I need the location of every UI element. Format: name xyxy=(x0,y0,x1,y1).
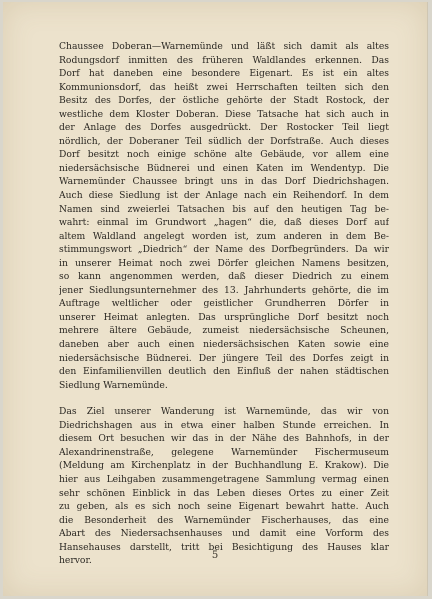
text-line: niedersächsische Büdnerei. Der jüngere Teil des Dorfes zeigt in xyxy=(59,352,389,364)
paragraph-gap xyxy=(59,392,389,405)
text-line: Namen sind zweierlei Tatsachen bis auf den heutigen Tag be- xyxy=(59,203,389,215)
text-line: Hansehauses darstellt, tritt bei Besichtigung des Hauses klar xyxy=(59,541,389,553)
text-line: so kann angenommen werden, daß dieser Diedrich zu einem xyxy=(59,271,389,283)
text-line: stimmungswort „Diedrich“ der Name des Dorfbegründers. Da wir xyxy=(59,244,389,256)
text-line: daneben aber auch einen niedersächsischen Katen sowie eine xyxy=(59,339,389,351)
text-line: Abart des Niedersachsenhauses und damit eine Vorform des xyxy=(59,528,389,540)
text-line: Kommunionsdorf, das heißt zwei Herrschaften teilten sich den xyxy=(59,81,389,93)
text-line: Chaussee Doberan—Warnemünde und läßt sich damit als altes xyxy=(59,41,389,52)
book-page xyxy=(3,2,428,596)
text-line: Das Ziel unserer Wanderung ist Warnemünde, das wir von xyxy=(59,406,389,418)
text-line: jener Siedlungsunternehmer des 13. Jahrhunderts gehörte, die im xyxy=(59,284,389,296)
text-line: niedersächsische Büdnerei und einen Katen im Wendentyp. Die xyxy=(59,162,389,174)
text-line: altem Waldland angelegt worden ist, zum anderen in dem Be- xyxy=(59,230,389,242)
text-line: Warnemünder Chaussee bringt uns in das Dorf Diedrichshagen. xyxy=(59,176,389,188)
text-line: Diedrichshagen aus in etwa einer halben Stunde erreichen. In xyxy=(59,419,389,431)
paragraph-village-description xyxy=(59,40,389,392)
text-line: zu geben, als es sich noch seine Eigenart bewahrt hatte. Auch xyxy=(59,501,389,513)
text-line: westliche dem Kloster Doberan. Diese Tatsache hat sich auch in xyxy=(59,108,389,120)
text-line: der Anlage des Dorfes ausgedrückt. Der Rostocker Teil liegt xyxy=(59,122,389,134)
text-line: Siedlung Warnemünde. xyxy=(59,379,168,391)
text-line: Besitz des Dorfes, der östliche gehörte der Stadt Rostock, der xyxy=(59,95,389,107)
page-number: 5 xyxy=(211,550,219,561)
text-line: sehr schönen Einblick in das Leben dieses Ortes zu einer Zeit xyxy=(59,487,389,499)
text-line: unserer Heimat anlegten. Das ursprüngliche Dorf besitzt noch xyxy=(59,311,389,323)
text-line: Auch diese Siedlung ist der Anlage nach ein Reihendorf. In dem xyxy=(59,190,389,202)
text-line: wahrt: einmal im Grundwort „hagen“ die, daß dieses Dorf auf xyxy=(59,217,389,229)
text-line: Auftrage weltlicher oder geistlicher Grundherren Dörfer in xyxy=(59,298,389,310)
text-line: Rodungsdorf inmitten des früheren Waldlandes erkennen. Das xyxy=(59,54,389,66)
text-line: Alexandrinenstraße, gelegene Warnemünder Fischermuseum xyxy=(59,446,389,458)
body-text xyxy=(59,40,389,568)
text-line: diesem Ort besuchen wir das in der Nähe des Bahnhofs, in der xyxy=(59,433,389,445)
text-line: hervor. xyxy=(59,555,92,567)
text-line: in unserer Heimat noch zwei Dörfer gleichen Namens besitzen, xyxy=(59,257,389,269)
paragraph-warnemuende-museum xyxy=(59,405,389,568)
text-line: den Einfamilienvillen deutlich den Einfluß der nahen städtischen xyxy=(59,366,389,378)
text-line: Dorf besitzt noch einige schöne alte Gebäude, vor allem eine xyxy=(59,149,389,161)
text-line: hier aus Leihgaben zusammengetragene Sammlung vermag einen xyxy=(59,473,389,485)
text-line: mehrere ältere Gebäude, zumeist niedersächsische Scheunen, xyxy=(59,325,389,337)
text-line: nördlich, der Doberaner Teil südlich der Dorfstraße. Auch dieses xyxy=(59,135,389,147)
text-line: (Meldung am Kirchenplatz in der Buchhandlung E. Krakow). Die xyxy=(59,460,389,472)
text-line: Dorf hat daneben eine besondere Eigenart. Es ist ein altes xyxy=(59,68,389,80)
text-line: die Besonderheit des Warnemünder Fischerhauses, das eine xyxy=(59,514,389,526)
